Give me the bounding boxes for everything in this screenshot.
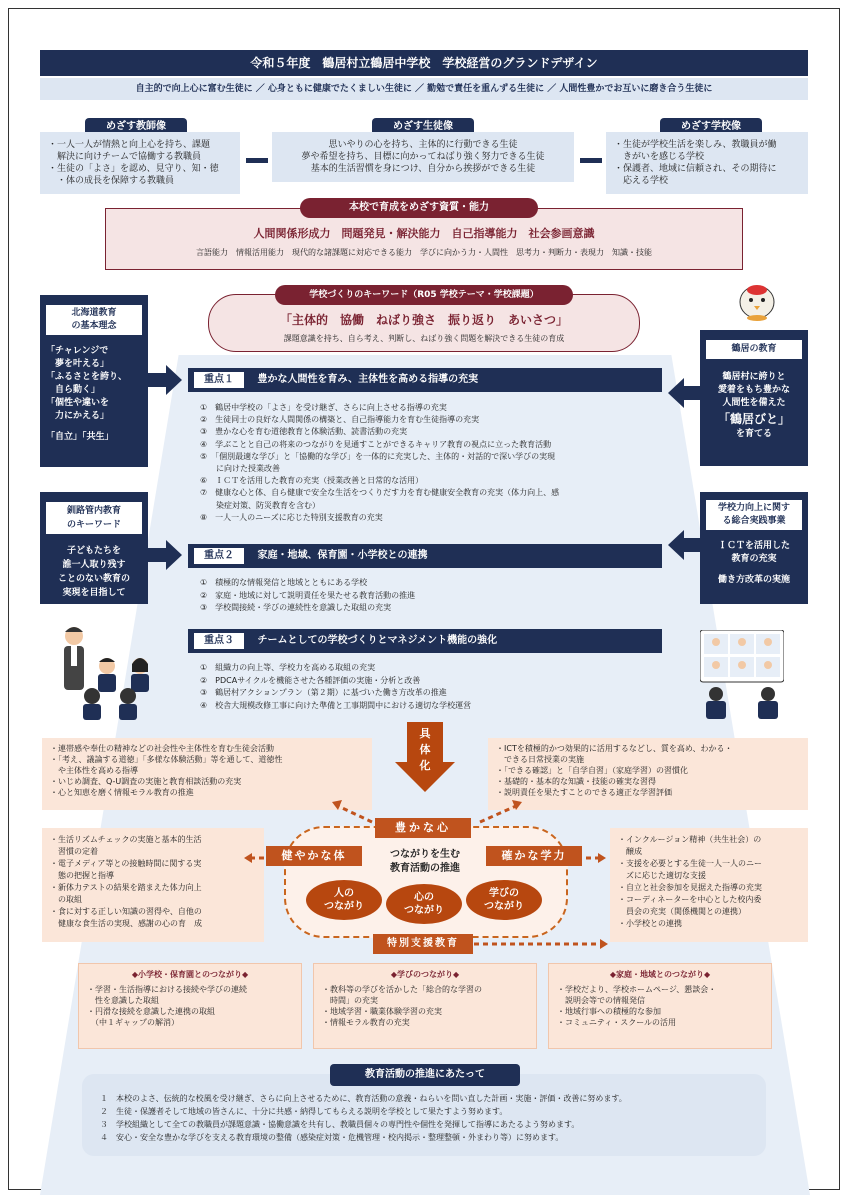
elementary-connection-item: 性を意識した取組 [87, 996, 159, 1005]
learning-connection-box [313, 963, 537, 1049]
focus2-tag: 重点２ [194, 548, 244, 564]
support-activities-item: ズに応じた適切な支援 [618, 871, 706, 880]
hokkaido-heading-line: 北海道教育 [71, 308, 117, 318]
body-activities-item: ・生活リズムチェックの実施と基本的生活 [50, 835, 202, 844]
student-line: 夢や希望を持ち、目標に向かってねばり強く努力できる生徒 [301, 152, 545, 162]
keyword-sub: 課題意識を持ち、自ら考え、判断し、ねばり強く問題を解決できる生徒の育成 [283, 334, 565, 343]
focus1-item: ⑧ 一人一人のニーズに応じた特別支援教育の充実 [200, 512, 383, 522]
teacher-line: ・生徒の「よさ」を認め、見守り、知・徳 [48, 164, 219, 174]
keyword-main: 「主体的 協働 ねばり強さ 振り返り あいさつ」 [279, 313, 568, 327]
hokkaido-line: 力にかえる」 [46, 411, 110, 421]
arrow-label-char: 体 [419, 743, 431, 756]
focus1-item: に向けた授業改善 [200, 464, 280, 474]
learning-connection-item: 時間」の充実 [322, 996, 378, 1005]
body-activities-item: ・新体力テストの結果を踏まえた体力向上 [50, 883, 202, 892]
kushiro-heading-line: のキーワード [66, 520, 121, 530]
gakkoryoku-heading-line: る総合実践事業 [722, 516, 786, 526]
tsurui-line: 人間性を備えた [722, 398, 786, 408]
promotion-list [100, 1092, 760, 1144]
oval-line: 心の [414, 892, 434, 903]
tsurui-tail: を育てる [735, 429, 772, 439]
kushiro-line: ことのない教育の [57, 574, 130, 584]
focus1-item: 染症対策、防災教育を含む） [200, 500, 320, 510]
hub-top-label: 豊かな心 [375, 818, 471, 838]
promotion-item: ３ 学校組織として全ての教職員が課題意識・協働意識を共有し、教職員個々の専門性や個性を発揮して指導にあたるよう努めます。 [100, 1120, 580, 1129]
people-connection-oval [306, 880, 382, 920]
focus1-item: ⑦ 健康な心と体、自ら健康で安全な生活をつくりだす力を育む健康安全教育の充実（体力向上、感 [200, 488, 560, 498]
school-heading: めざす学校像 [660, 118, 762, 136]
oval-line: つながり [484, 901, 524, 912]
oval-line: 人の [334, 888, 354, 899]
family-connection-item: 説明会等での情報発信 [557, 996, 645, 1005]
focus3-tag: 重点３ [194, 633, 244, 649]
learning-activities-item: できる日常授業の実施 [496, 755, 584, 764]
focus2-title: 家庭・地域、保育園・小学校との連携 [257, 550, 428, 561]
body-activities-item: 健康な食生活の実現、感謝の心の育 成 [50, 919, 202, 928]
focus1-title: 豊かな人間性を育み、主体性を高める指導の充実 [257, 374, 479, 385]
gakkoryoku-heading-line: 学校力向上に関す [717, 503, 790, 513]
support-activities-item: ・インクルージョン精神（共生社会）の [618, 835, 762, 844]
kushiro-line: 子どもたちを [66, 546, 121, 556]
family-connection-item: ・コミュニティ・スクールの活用 [557, 1018, 677, 1027]
gakkoryoku-line: 教育の充実 [731, 554, 777, 564]
family-connection-heading: ◆家庭・地域とのつながり◆ [609, 970, 711, 979]
hub-title [370, 848, 480, 876]
gakkoryoku-line: 働き方改革の実施 [717, 575, 790, 585]
learning-connection-item: ・情報モラル教育の充実 [322, 1018, 410, 1027]
hokkaido-line: 夢を叶える」 [46, 359, 110, 369]
page-title: 令和５年度 鶴居村立鶴居中学校 学校経営のグランドデザイン [40, 50, 808, 76]
focus1-item: ③ 豊かな心を育む道徳教育と体験活動、読書活動の充実 [200, 427, 408, 437]
learning-connection-heading: ◆学びのつながり◆ [390, 970, 460, 979]
teacher-line: 解決に向けチームで協働する教職員 [48, 152, 202, 162]
hub-title-line: 教育活動の推進 [390, 863, 460, 874]
school-line: きがいを感じる学校 [614, 152, 705, 162]
promotion-item: ２ 生徒・保護者そして地域の皆さんに、十分に共感・納得してもらえる説明を学校として果たすよう努めます。 [100, 1107, 508, 1116]
tsurui-line: 愛着をもち豊かな [717, 385, 790, 395]
hub-title-line: つながりを生む [390, 849, 460, 860]
promotion-heading: 教育活動の推進にあたって [330, 1064, 520, 1086]
focus3-item: ① 組織力の向上等、学校力を高める取組の充実 [200, 663, 376, 672]
learning-connection-item: ・教科等の学びを活かした「総合的な学習の [322, 985, 482, 994]
hokkaido-line: 自ら動く」 [46, 385, 101, 395]
family-connection-item: ・学校だより、学校ホームページ、懇談会・ [557, 985, 717, 994]
elementary-connection-item: ・円滑な接続を意識した連携の取組 [87, 1007, 215, 1016]
support-activities-item: 員会の充実（関係機関との連携） [618, 907, 746, 916]
teacher-heading: めざす教師像 [85, 118, 187, 136]
support-activities-item: ・自立と社会参加を見据えた指導の充実 [618, 883, 762, 892]
tsurui-highlight: 「鶴居びと」 [717, 412, 790, 426]
learning-activities-item: ・「できる確認」と「自学自習」（家庭学習）の習慣化 [496, 766, 688, 775]
elementary-connection-box [78, 963, 302, 1049]
hub-bottom-label: 特別支援教育 [373, 934, 473, 954]
school-line: 応える学校 [614, 176, 669, 186]
heart-activities-item: や主体性を高める指導 [50, 766, 138, 775]
support-activities-item: ・支援を必要とする生徒一人一人のニー [618, 859, 762, 868]
student-heading: めざす生徒像 [372, 118, 474, 136]
heart-activities-item: ・いじめ調査、Q-U調査の実施と教育相談活動の充実 [50, 777, 242, 786]
heart-activities-item: ・連帯感や奉仕の精神などの社会性や主体性を育む生徒会活動 [50, 744, 274, 753]
tsurui-heading: 鶴居の教育 [706, 340, 802, 359]
elementary-connection-item: ・学習・生活指導における接続や学びの連続 [87, 985, 247, 994]
focus2-item: ① 積極的な情報発信と地域とともにある学校 [200, 578, 368, 587]
focus3-item: ④ 校舎大規模改修工事に向けた準備と工事期間中における適切な学校運営 [200, 700, 472, 710]
hokkaido-line: 「ふるさとを誇り、 [46, 372, 128, 382]
body-activities-item: 習慣の定着 [50, 847, 98, 856]
support-activities-item: 醸成 [618, 847, 642, 856]
qualities-sub: 言語能力 情報活用能力 現代的な諸課題に対応できる能力 学びに向かう力・人間性 思考力・判断力・表現力 知識・技能 [196, 248, 652, 257]
body-activities-item: 態の把握と指導 [50, 871, 114, 880]
elementary-connection-heading: ◆小学校・保育園とのつながり◆ [131, 970, 249, 979]
gakkoryoku-line: ＩＣＴを活用した [717, 541, 790, 551]
learning-activities-item: ・ICTを積極的かつ効果的に活用するなどし、質を高め、わかる・ [496, 744, 733, 753]
promotion-item: １ 本校のよさ、伝統的な校風を受け継ぎ、さらに向上させるために、教育活動の意義・ねらいを問い直した計画・実施・評価・改善に努めます。 [100, 1094, 627, 1103]
hub-left-label: 健やかな体 [266, 846, 362, 866]
teacher-line: ・一人一人が情熱と向上心を持ち、課題 [48, 140, 211, 150]
school-line: ・保護者、地域に信頼され、その期待に [614, 164, 777, 174]
family-connection-item: ・地域行事への積極的な参加 [557, 1007, 661, 1016]
hokkaido-line: 「自立」「共生」 [46, 432, 114, 442]
heart-activities-item: ・「考え、議論する道徳」「多様な体験活動」等を通して、道徳性 [50, 755, 283, 764]
student-line: 思いやりの心を持ち、主体的に行動できる生徒 [328, 140, 518, 150]
kushiro-line: 実現を目指して [62, 588, 126, 598]
arrow-label-char: 化 [419, 759, 431, 772]
focus1-tag: 重点１ [194, 372, 244, 388]
elementary-connection-item: （中１ギャップの解消） [87, 1018, 179, 1027]
heart-activities-item: ・心と知恵を磨く情報モラル教育の推進 [50, 788, 194, 797]
support-activities-item: ・小学校との連携 [618, 919, 682, 928]
qualities-main: 人間関係形成力 問題発見・解決能力 自己指導能力 社会参画意識 [253, 227, 595, 240]
hokkaido-line: 「個性や違いを [46, 398, 110, 408]
focus3-item: ③ 鶴居村アクションプラン（第２期）に基づいた働き方改革の推進 [200, 688, 447, 697]
focus1-item: ⑤ 「個別最適な学び」と「協働的な学び」を一体的に充実した、主体的・対話的で深い学びの実現 [200, 451, 556, 461]
heart-connection-oval [386, 884, 462, 924]
focus2-item: ③ 学校間接続・学びの連続性を意識した取組の充実 [200, 603, 392, 612]
student-line: 基本的生活習慣を身につけ、自分から挨拶ができる生徒 [310, 164, 536, 174]
learning-activities-item: ・基礎的・基本的な知識・技能の確実な習得 [496, 777, 656, 786]
focus1-item: ④ 学ぶことと自己の将来のつながりを見通すことができるキャリア教育の視点に立った教育活動 [200, 439, 552, 449]
body-activities-item: の取組 [50, 895, 82, 904]
oval-line: 学びの [489, 888, 519, 899]
goals-banner: 自主的で向上心に富む生徒に ／ 心身ともに健康でたくましい生徒に ／ 勤勉で責任を重んずる生徒に ／ 人間性豊かでお互いに磨き合う生徒に [40, 78, 808, 100]
arrow-label-char: 具 [419, 727, 431, 740]
focus3-title: チームとしての学校づくりとマネジメント機能の強化 [257, 635, 498, 646]
learning-connection-oval [466, 880, 542, 920]
tsurui-line: 鶴居村に誇りと [722, 372, 786, 382]
oval-line: つながり [404, 905, 444, 916]
body-activities-item: ・食に対する正しい知識の習得や、自他の [50, 907, 202, 916]
hub-right-label: 確かな学力 [486, 846, 582, 866]
support-activities-item: ・コーディネーターを中心とした校内委 [618, 895, 762, 904]
hokkaido-line: 「チャレンジで [46, 346, 109, 356]
kushiro-heading-line: 釧路管内教育 [66, 506, 121, 516]
teacher-line: ・体の成長を保障する教職員 [48, 176, 175, 186]
body-activities-item: ・電子メディア等との接触時間に関する実 [50, 859, 202, 868]
learning-connection-item: ・地域学習・職業体験学習の充実 [322, 1007, 442, 1016]
family-connection-box [548, 963, 772, 1049]
focus2-item: ② 家庭・地域に対して説明責任を果たせる教育活動の推進 [200, 590, 416, 600]
learning-activities-item: ・説明責任を果たすことのできる適正な学習評価 [496, 788, 672, 797]
focus1-item: ② 生徒同士の良好な人間関係の構築と、自己指導能力を育む生徒指導の充実 [200, 415, 480, 425]
keyword-heading: 学校づくりのキーワード（R05 学校テーマ・学校課題） [275, 285, 573, 305]
hokkaido-heading-line: の基本理念 [71, 321, 117, 331]
qualities-heading: 本校で育成をめざす資質・能力 [300, 198, 538, 218]
promotion-item: ４ 安心・安全な豊かな学びを支える教育環境の整備（感染症対策・危機管理・校内掲示・整理整頓・外まわり等）に努めます。 [100, 1133, 564, 1142]
focus1-item: ⑥ ＩＣＴを活用した教育の充実（授業改善と日常的な活用） [200, 476, 424, 486]
school-line: ・生徒が学校生活を楽しみ、教職員が働 [614, 140, 777, 150]
focus3-item: ② PDCAサイクルを機能させた各種評価の実施・分析と改善 [200, 675, 421, 685]
kushiro-line: 誰一人取り残す [62, 560, 126, 570]
oval-line: つながり [324, 901, 364, 912]
focus1-item: ① 鶴居中学校の「よさ」を受け継ぎ、さらに向上させる指導の充実 [200, 403, 447, 412]
